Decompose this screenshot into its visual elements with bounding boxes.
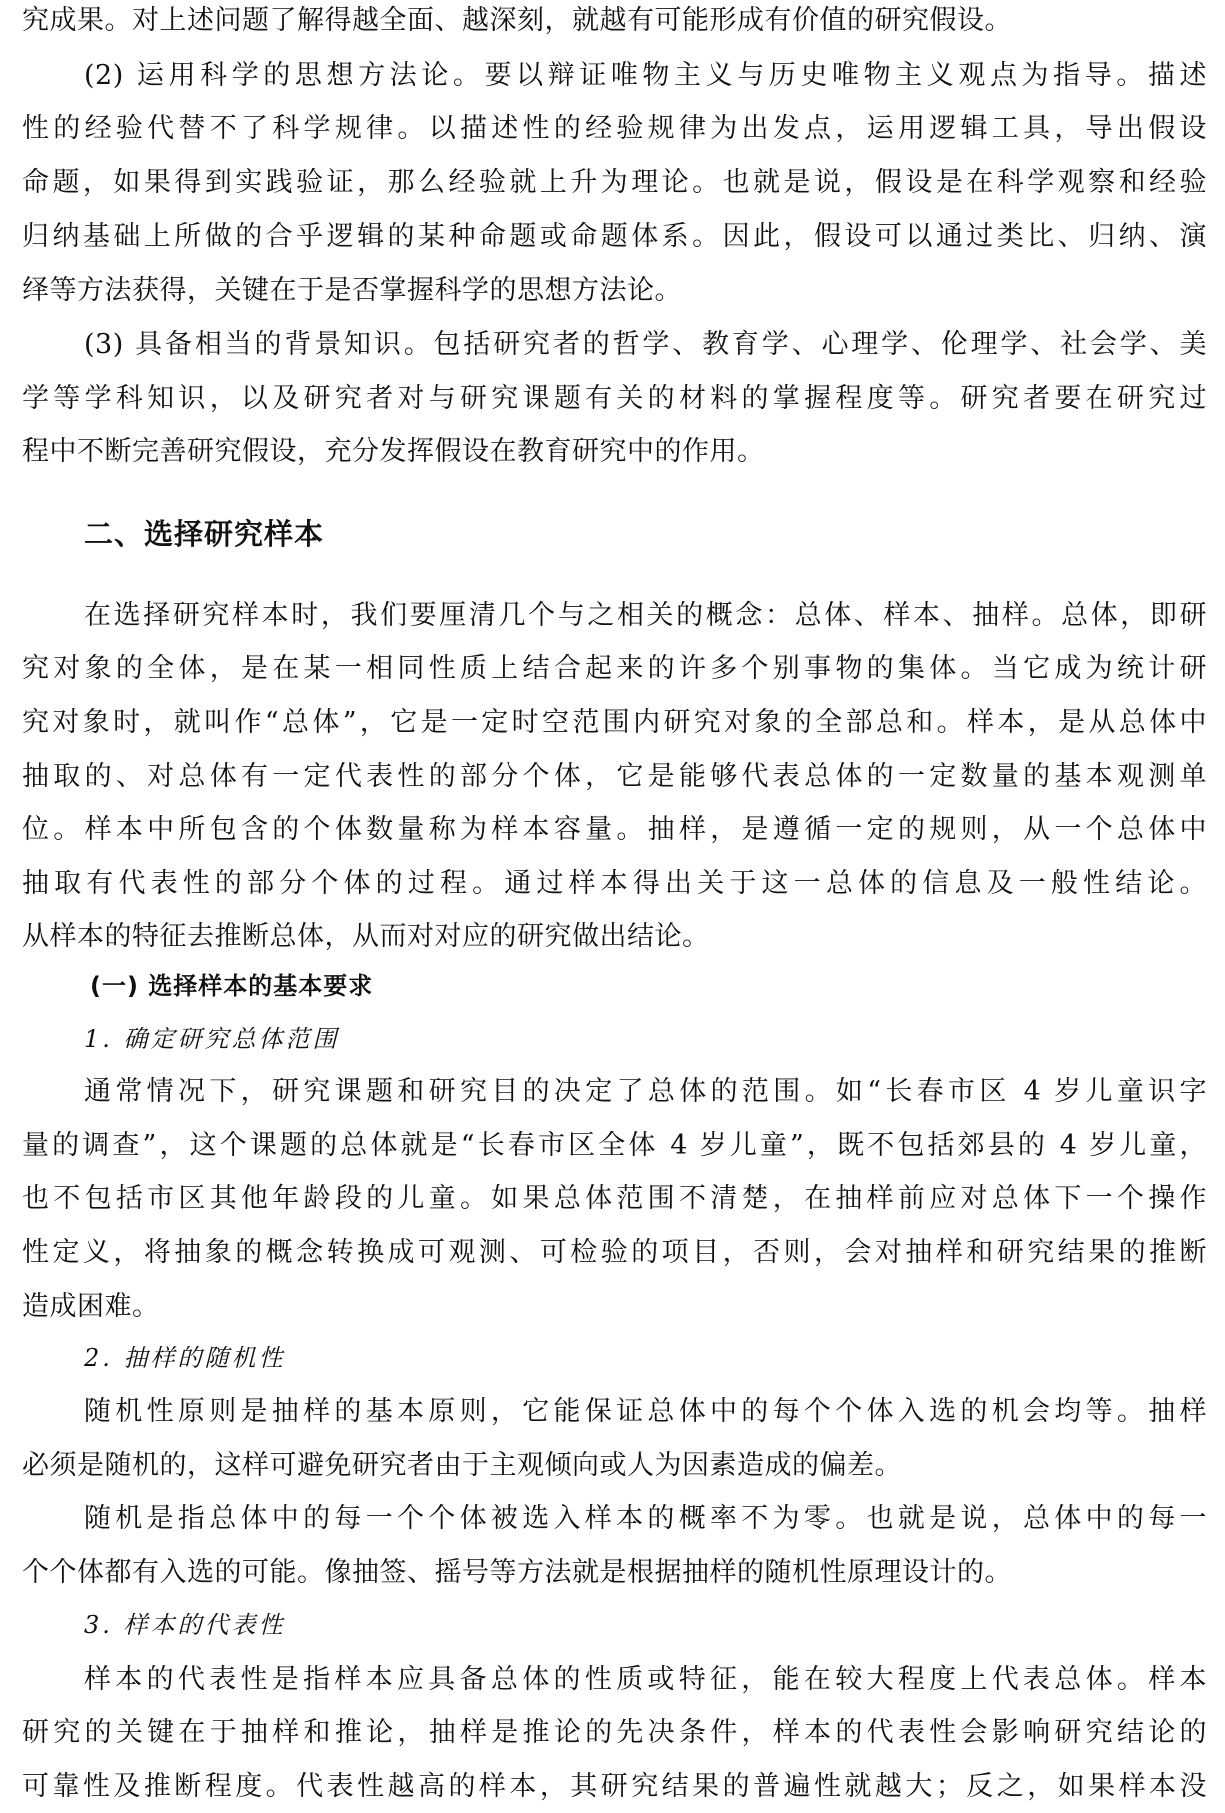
paragraph-line: 样本的代表性是指样本应具备总体的性质或特征，能在较大程度上代表总体。样本 [84,1664,1207,1695]
paragraph-line: 抽取有代表性的部分个体的过程。通过样本得出关于这一总体的信息及一般性结论。 [22,868,1207,899]
paragraph-line: 抽取的、对总体有一定代表性的部分个体，它是能够代表总体的一定数量的基本观测单 [22,761,1207,792]
paragraph-line: 命题，如果得到实践验证，那么经验就上升为理论。也就是说，假设是在科学观察和经验 [22,167,1207,198]
paragraph-line: 造成困难。 [22,1291,160,1322]
item-heading: 2. 抽样的随机性 [84,1344,286,1372]
paragraph-line: 学等学科知识，以及研究者对与研究课题有关的材料的掌握程度等。研究者要在研究过 [22,383,1207,414]
paragraph-line: (2) 运用科学的思想方法论。要以辩证唯物主义与历史唯物主义观点为指导。描述 [84,60,1207,91]
paragraph-line: 究成果。对上述问题了解得越全面、越深刻，就越有可能形成有价值的研究假设。 [22,5,1012,36]
paragraph-line: 究对象的全体，是在某一相同性质上结合起来的许多个别事物的集体。当它成为统计研 [22,653,1207,684]
paragraph-line: 也不包括市区其他年龄段的儿童。如果总体范围不清楚，在抽样前应对总体下一个操作 [22,1183,1207,1214]
paragraph-line: 性的经验代替不了科学规律。以描述性的经验规律为出发点，运用逻辑工具，导出假设 [22,113,1207,144]
paragraph-line: 性定义，将抽象的概念转换成可观测、可检验的项目，否则，会对抽样和研究结果的推断 [22,1237,1207,1268]
item-heading: 1. 确定研究总体范围 [84,1025,340,1053]
section-heading: 二、选择研究样本 [84,517,325,551]
item-heading: 3. 样本的代表性 [84,1611,286,1639]
paragraph-line: 研究的关键在于抽样和推论，抽样是推论的先决条件，样本的代表性会影响研究结论的 [22,1717,1207,1748]
paragraph-line: 位。样本中所包含的个体数量称为样本容量。抽样，是遵循一定的规则，从一个总体中 [22,814,1207,845]
paragraph-line: (3) 具备相当的背景知识。包括研究者的哲学、教育学、心理学、伦理学、社会学、美 [84,329,1207,360]
paragraph-line: 究对象时，就叫作“总体”，它是一定时空范围内研究对象的全部总和。样本，是从总体中 [22,707,1207,738]
paragraph-line: 在选择研究样本时，我们要厘清几个与之相关的概念：总体、样本、抽样。总体，即研 [84,600,1207,631]
paragraph-line: 可靠性及推断程度。代表性越高的样本，其研究结果的普遍性就越大；反之，如果样本没 [22,1771,1207,1802]
paragraph-line: 归纳基础上所做的合乎逻辑的某种命题或命题体系。因此，假设可以通过类比、归纳、演 [22,221,1207,252]
paragraph-line: 个个体都有入选的可能。像抽签、摇号等方法就是根据抽样的随机性原理设计的。 [22,1557,1012,1588]
paragraph-line: 量的调查”，这个课题的总体就是“长春市区全体 4 岁儿童”，既不包括郊县的 4 岁儿童， [22,1130,1207,1161]
paragraph-line: 程中不断完善研究假设，充分发挥假设在教育研究中的作用。 [22,436,765,467]
subsection-heading: (一) 选择样本的基本要求 [90,972,374,1000]
paragraph-line: 随机是指总体中的每一个个体被选入样本的概率不为零。也就是说，总体中的每一 [84,1503,1207,1534]
paragraph-line: 从样本的特征去推断总体，从而对对应的研究做出结论。 [22,921,710,952]
paragraph-line: 绎等方法获得，关键在于是否掌握科学的思想方法论。 [22,275,682,306]
paragraph-line: 必须是随机的，这样可避免研究者由于主观倾向或人为因素造成的偏差。 [22,1450,902,1481]
paragraph-line: 通常情况下，研究课题和研究目的决定了总体的范围。如“长春市区 4 岁儿童识字 [84,1076,1207,1107]
paragraph-line: 随机性原则是抽样的基本原则，它能保证总体中的每个个体入选的机会均等。抽样 [84,1396,1207,1427]
